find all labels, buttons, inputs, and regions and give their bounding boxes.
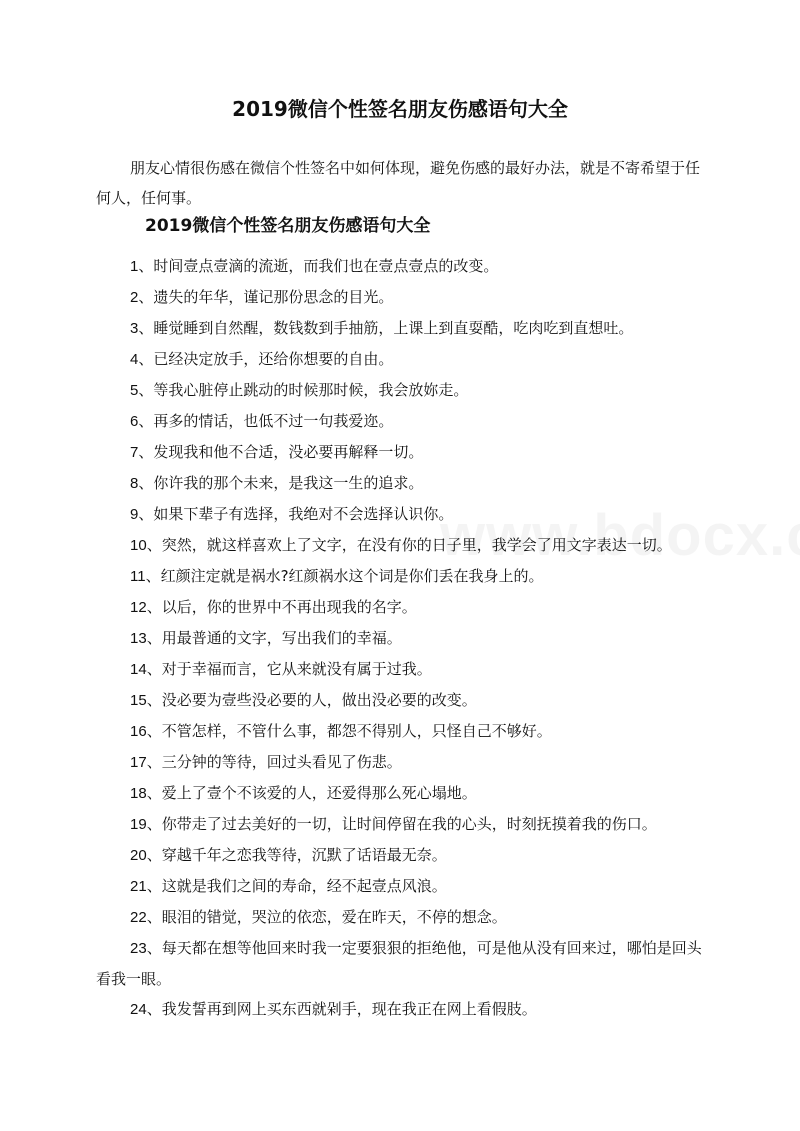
list-item-text: 、我发誓再到网上买东西就剁手，现在我正在网上看假肢。 [146,1000,537,1018]
list-item-number: 23 [130,940,147,957]
list-item-number: 6 [130,413,139,430]
list-item-number: 14 [130,661,147,678]
list-item [96,871,708,902]
list-item [96,994,708,1025]
list-item-number: 1 [130,258,139,275]
section-title: 2019微信个性签名朋友伤感语句大全 [145,216,431,236]
list-item-text: 、穿越千年之恋我等待，沉默了话语最无奈。 [146,846,447,864]
list-item [96,623,708,654]
list-item-number: 5 [130,382,139,399]
list-item-number: 15 [130,692,147,709]
intro-paragraph: 朋友心情很伤感在微信个性签名中如何体现，避免伤感的最好办法，就是不寄希望于任何人，任何事。 [96,159,701,207]
list-item [96,902,708,933]
list-item [96,778,708,809]
list-item-number: 11 [130,568,146,585]
list-item-number: 16 [130,723,147,740]
list-item [96,840,708,871]
list-item-number: 18 [130,785,147,802]
list-item [96,251,708,282]
list-item-text: 、发现我和他不合适，没必要再解释一切。 [138,443,424,461]
list-item-text: 、三分钟的等待，回过头看见了伤悲。 [146,753,402,771]
list-item [96,437,708,468]
list-item [96,406,708,437]
list-item [96,282,708,313]
list-item-text: 、遗失的年华，谨记那份思念的目光。 [138,288,394,306]
list-item-number: 9 [130,506,139,523]
list-item-text: 、你带走了过去美好的一切，让时间停留在我的心头，时刻抚摸着我的伤口。 [146,815,657,833]
list-item-number: 3 [130,320,139,337]
list-item-number: 19 [130,816,147,833]
list-item-text: 、对于幸福而言，它从来就没有属于过我。 [146,660,432,678]
list-item-number: 13 [130,630,147,647]
list-item-number: 4 [130,351,139,368]
list-item-text: 、眼泪的错觉，哭泣的依恋，爱在昨天，不停的想念。 [146,908,507,926]
list-item [96,716,708,747]
list-item-text: 、每天都在想等他回来时我一定要狠狠的拒绝他，可是他从没有回来过，哪怕是回头看我一眼。 [96,939,702,988]
list-item-number: 7 [130,444,139,461]
list-item-text: 、时间壹点壹滴的流逝，而我们也在壹点壹点的改变。 [138,257,499,275]
list-item-text: 、突然，就这样喜欢上了文字，在没有你的日子里，我学会了用文字表达一切。 [146,536,672,554]
list-item [96,375,708,406]
list-item [96,344,708,375]
list-item-text: 、再多的情话，也低不过一句莪爱迩。 [138,412,394,430]
list-item-number: 10 [130,537,147,554]
document-title: 2019微信个性签名朋友伤感语句大全 [232,97,568,121]
list-item-text: 、这就是我们之间的寿命，经不起壹点风浪。 [146,877,447,895]
list-item [96,654,708,685]
list-item-text: 、红颜注定就是祸水?红颜祸水这个词是你们丢在我身上的。 [145,567,544,585]
list-item [96,561,708,592]
list-item [96,530,708,561]
list-item [96,313,708,344]
list-item-number: 22 [130,909,147,926]
signature-list [96,251,708,1025]
list-item-number: 2 [130,289,139,306]
list-item-text: 、爱上了壹个不该爱的人，还爱得那么死心塌地。 [146,784,477,802]
list-item [96,468,708,499]
list-item-number: 24 [130,1001,147,1018]
list-item-text: 、睡觉睡到自然醒，数钱数到手抽筋，上课上到直耍酷，吃肉吃到直想吐。 [138,319,634,337]
list-item-number: 20 [130,847,147,864]
list-item-number: 17 [130,754,147,771]
list-item [96,499,708,530]
list-item-text: 、没必要为壹些没必要的人，做出没必要的改变。 [146,691,477,709]
list-item [96,592,708,623]
list-item-text: 、如果下辈子有选择，我绝对不会选择认识你。 [138,505,454,523]
list-item-text: 、不管怎样，不管什么事，都怨不得别人，只怪自己不够好。 [146,722,552,740]
list-item [96,933,708,994]
list-item-text: 、以后，你的世界中不再出现我的名字。 [146,598,417,616]
list-item-text: 、用最普通的文字，写出我们的幸福。 [146,629,402,647]
list-item-text: 、已经决定放手，还给你想要的自由。 [138,350,394,368]
list-item-number: 8 [130,475,139,492]
list-item [96,747,708,778]
list-item-text: 、你许我的那个未来，是我这一生的追求。 [138,474,424,492]
list-item-text: 、等我心脏停止跳动的时候那时候，我会放妳走。 [138,381,469,399]
list-item [96,809,708,840]
list-item [96,685,708,716]
list-item-number: 12 [130,599,147,616]
list-item-number: 21 [130,878,147,895]
